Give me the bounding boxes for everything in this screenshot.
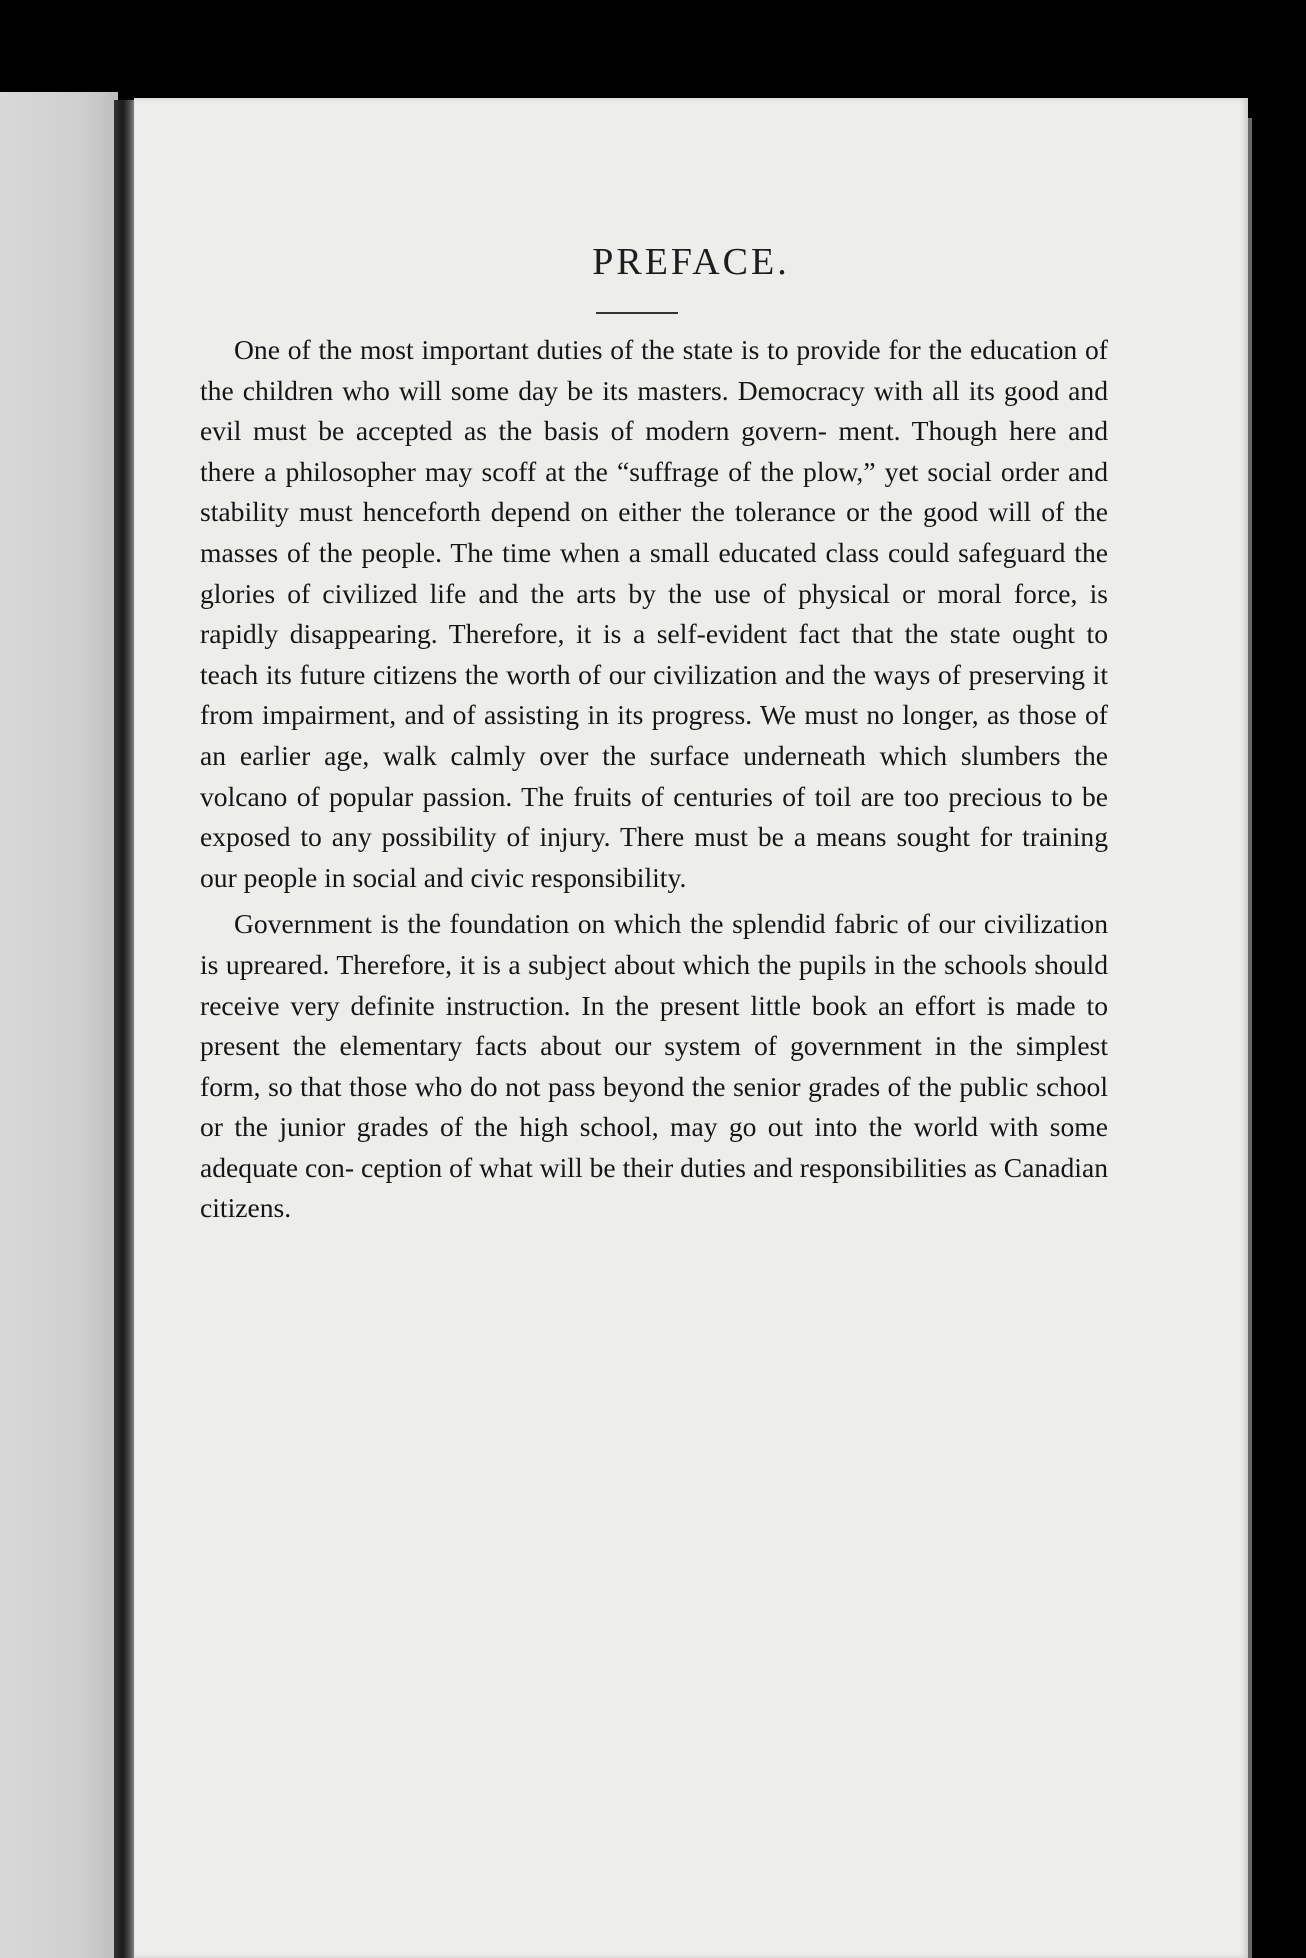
book-page bbox=[134, 98, 1248, 1958]
paragraph-2: Government is the foundation on which the splendid fabric of our civilization is upreared. Therefore, it is a subject about which the pupils in the schools should receive very definite instruction. In the present little book an effort is made to present the elementary facts about our system of government in the simplest form, so that those who do not pass beyond the senior grades of the public school or the junior grades of the high school, may go out into the world with some adequate con- ception of what will be their duties and responsibilities as Canadian citizens. bbox=[200, 908, 1108, 1224]
book-gutter bbox=[114, 100, 136, 1958]
page-title: PREFACE. bbox=[592, 241, 790, 283]
title-rule bbox=[596, 312, 678, 314]
preface-body bbox=[200, 330, 1108, 1229]
scan-top-border bbox=[0, 0, 1306, 92]
paragraph-1: One of the most important duties of the state is to provide for the education of the children who will some day be its masters. Democracy with all its good and evil must be accepted as the basis of modern govern- ment. Though here and there a philosopher may scoff at the “suffrage of the plow,” yet social order and stability must henceforth depend on either the tolerance or the good will of the masses of the people. The time when a small educated class could safeguard the glories of civilized life and the arts by the use of physical or moral force, is rapidly disappearing. Therefore, it is a self-evident fact that the state ought to teach its future citizens the worth of our civilization and the ways of preserving it from impairment, and of assisting in its progress. We must no longer, as those of an earlier age, walk calmly over the surface underneath which slumbers the volcano of popular passion. The fruits of centuries of toil are too precious to be exposed to any possibility of injury. There must be a means sought for training our people in social and civic responsibility. bbox=[200, 334, 1108, 893]
facing-page-edge bbox=[0, 92, 118, 1958]
page-right-edge bbox=[1248, 118, 1252, 1958]
